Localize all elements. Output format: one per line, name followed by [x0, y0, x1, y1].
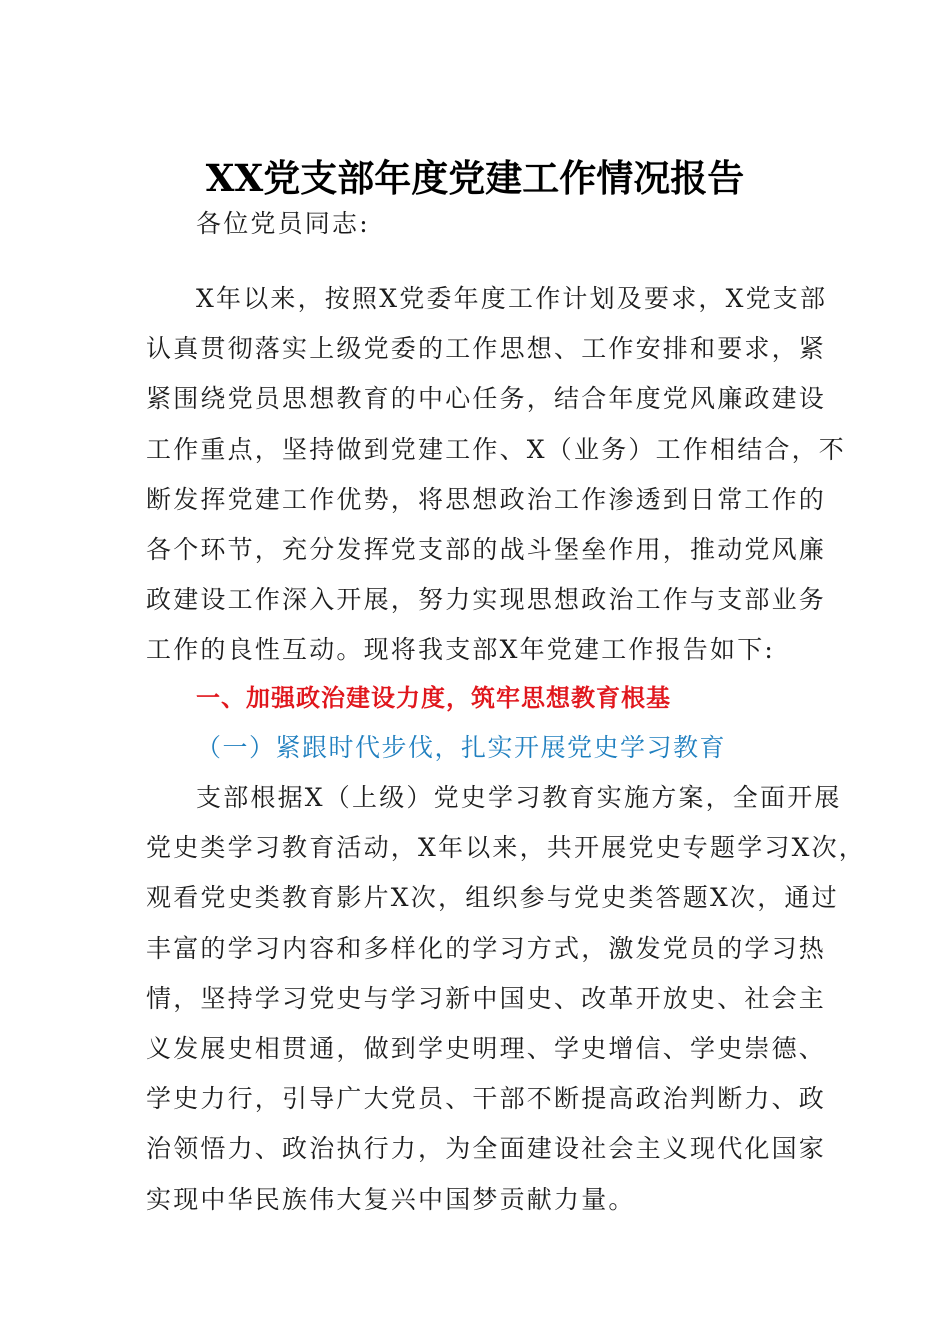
paragraph-line: 学史力行，引导广大党员、干部不断提高政治判断力、政 [146, 1084, 827, 1114]
paragraph-line: 义发展史相贯通，做到学史明理、学史增信、学史崇德、 [146, 1033, 827, 1063]
paragraph-line: 断发挥党建工作优势，将思想政治工作渗透到日常工作的 [146, 484, 827, 514]
body-paragraph [146, 773, 866, 1225]
subsection-heading-1: （一）紧跟时代步伐，扎实开展党史学习教育 [196, 733, 727, 762]
paragraph-line: 工作重点，坚持做到党建工作、X（业务）工作相结合，不 [146, 434, 847, 464]
paragraph-line: 实现中华民族伟大复兴中国梦贡献力量。 [146, 1184, 636, 1214]
paragraph-line: 支部根据X（上级）党史学习教育实施方案，全面开展 [196, 783, 842, 812]
paragraph-line: 各个环节，充分发挥党支部的战斗堡垒作用，推动党风廉 [146, 534, 827, 564]
paragraph-line: 工作的良性互动。现将我支部X年党建工作报告如下: [146, 635, 776, 665]
salutation: 各位党员同志: [196, 209, 370, 238]
paragraph-line: 紧围绕党员思想教育的中心任务，结合年度党风廉政建设 [146, 384, 827, 414]
paragraph-line: 治领悟力、政治执行力，为全面建设社会主义现代化国家 [146, 1134, 827, 1164]
paragraph-line: 认真贯彻落实上级党委的工作思想、工作安排和要求，紧 [146, 334, 827, 364]
paragraph-line: 政建设工作深入开展，努力实现思想政治工作与支部业务 [146, 585, 827, 615]
paragraph-line: 丰富的学习内容和多样化的学习方式，激发党员的学习热 [146, 933, 827, 963]
intro-paragraph [146, 274, 847, 676]
paragraph-line: 情，坚持学习党史与学习新中国史、改革开放史、社会主 [146, 983, 827, 1013]
paragraph-line: X年以来，按照X党委年度工作计划及要求，X党支部 [196, 284, 828, 313]
section-heading-1: 一、加强政治建设力度，筑牢思想教育根基 [196, 684, 671, 712]
paragraph-line: 观看党史类教育影片X次，组织参与党史类答题X次，通过 [146, 883, 839, 913]
document-title: XX党支部年度党建工作情况报告 [205, 156, 745, 200]
paragraph-line: 党史类学习教育活动，X年以来，共开展党史专题学习X次， [146, 833, 866, 863]
